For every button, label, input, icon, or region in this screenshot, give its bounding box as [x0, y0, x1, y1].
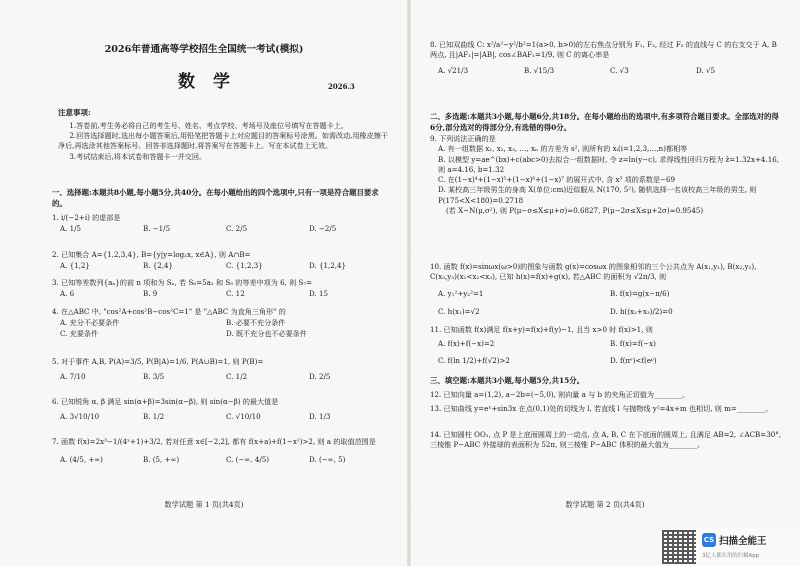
options-row — [60, 455, 392, 465]
options-row — [60, 224, 392, 234]
option-a: A. f(x)+f(−x)=2 — [438, 339, 495, 349]
option-d: D. h((x₂+x₃)/2)=0 — [610, 306, 673, 316]
question-stem: 5. 对于事件 A,B, P(A)=3/5, P(B|A)=1/6, P(A∪B)=1, 则 P(B)= — [52, 357, 264, 366]
scanner-watermark — [660, 528, 800, 566]
option-d: D. 某校高三年级男生的身高 X(单位:cm)近似服从 N(170, 5²), 随机选择一名该校高三年级的男生, 则 P(175<X<180)=0.2718 — [438, 185, 757, 205]
option-b: B. 必要不充分条件 — [226, 318, 286, 328]
option-c: C. √3 — [610, 65, 629, 75]
options-grid — [438, 289, 782, 318]
question-5 — [52, 357, 392, 383]
option-c: C. h(x₁)=√2 — [438, 306, 480, 316]
question-10 — [430, 262, 782, 317]
option-a: A. √21/3 — [438, 65, 469, 75]
question-8 — [430, 40, 782, 76]
question-stem: 8. 已知双曲线 C: x²/a²−y²/b²=1(a>0, b>0)的左右焦点分别为 F₁, F₂, 经过 F₂ 的直线与 C 的右支交于 A, B 两点, 且|AF₁|=|AB|, cos∠BAF₁=1/9, 则 C 的离心率是 — [430, 40, 777, 60]
question-stem: 7. 函数 f(x)=2x³−1/(4ˣ+1)+3/2, 若对任意 x∈[−2,2], 都有 f(x+a)+f(1−x²)>2, 则 a 的取值范围是 — [52, 437, 376, 446]
options-row — [438, 66, 782, 76]
option-d: D. −2/5 — [309, 224, 337, 234]
question-stem: 11. 已知函数 f(x)满足 f(x+y)=f(x)+f(y)−1, 且当 x>0 时 f(x)>1, 则 — [430, 325, 653, 334]
question-3 — [52, 278, 392, 300]
option-a: A. 充分不必要条件 — [60, 318, 120, 328]
subject-title: 数学 — [178, 72, 248, 92]
exam-date: 2026.3 — [328, 82, 355, 91]
option-c: C. 1/2 — [226, 372, 248, 382]
question-stem: 9. 下列说法正确的是 — [430, 134, 496, 143]
option-c: C. 充要条件 — [60, 328, 99, 338]
right-page — [410, 0, 800, 566]
question-14 — [430, 430, 782, 451]
options-grid — [60, 318, 392, 339]
question-12 — [430, 390, 782, 400]
notice-block — [58, 108, 390, 162]
exam-title: 2026年普通高等学校招生全国统一考试(模拟) — [104, 44, 304, 55]
section-header-choice: 一、选择题:本题共8小题,每小题5分,共40分。在每小题给出的四个选项中,只有一项是符合题目要求的。 — [52, 188, 379, 208]
question-stem: 4. 在△ABC 中, "cos²A+cos²B−cos²C=1" 是 "△ABC 为直角三角形" 的 — [52, 307, 286, 316]
option-a: A. y₁²+y₂²=1 — [438, 288, 484, 298]
option-c: C. f(ln 1/2)+f(√2)>2 — [438, 355, 510, 365]
options-row — [60, 372, 392, 382]
watermark-tagline: 3亿人都在用的扫描App — [702, 553, 760, 559]
question-stem: 3. 已知等差数列{aₙ}的前 n 项和为 Sₙ, 若 S₆=5a₂ 和 S₅ 的等差中项为 6, 则 S₇= — [52, 278, 313, 287]
question-2 — [52, 250, 392, 272]
question-6 — [52, 397, 392, 423]
option-c: C. (−∞, 4/5) — [226, 455, 269, 465]
option-d: D. f(πᵉ)<f(eᵖ) — [610, 355, 657, 365]
options-row — [60, 289, 392, 299]
option-d: D. (−∞, 5) — [309, 455, 346, 465]
question-stem: 12. 已知向量 a=(1,2), a−2b=(−5,0), 则向量 a 与 b 的夹角正切值为________。 — [430, 390, 690, 399]
question-7 — [52, 437, 392, 466]
option-note: (若 X~N(μ,σ²), 则 P(μ−σ≤X≤μ+σ)≈0.6827, P(μ−2σ≤X≤μ+2σ)≈0.9545) — [446, 205, 704, 215]
section-header-multi: 二、多选题:本题共3小题,每小题6分,共18分。在每小题给出的选项中,有多项符合题目要求。全部选对的得6分,部分选对的得部分分,有选错的得0分。 — [430, 112, 779, 132]
option-b: B. {2,4} — [143, 261, 174, 271]
option-c: C. 12 — [226, 289, 245, 299]
question-13 — [430, 404, 782, 414]
option-d: D. 1/3 — [309, 412, 331, 422]
question-stem: 14. 已知圆柱 OO₁, 点 P 是上底面圆周上的一动点, 点 A, B, C 在下底面的圆周上, 且满足 AB=2, ∠ACB=30°, 三棱锥 P−ABC 外接球的表面积为 52π, 则三棱锥 P−ABC 体积的最大值为________。 — [430, 430, 782, 450]
option-d: D. 2/5 — [309, 372, 331, 382]
option-b: B. 9 — [143, 289, 158, 299]
option-c: C. √10/10 — [226, 412, 261, 422]
option-a: A. 3√10/10 — [60, 412, 100, 422]
option-b: B. √15/3 — [524, 65, 555, 75]
question-stem: 2. 已知集合 A={1,2,3,4}, B={y|y=log₂x, x∈A}, 则 A∩B= — [52, 250, 251, 259]
option-d: D. 15 — [309, 289, 328, 299]
notice-item: 2.回答选择题时,选出每小题答案后,用铅笔把答题卡上对应题目的答案标号涂黑。如需改动,用橡皮擦干净后,再选涂其他答案标号。回答非选择题时,将答案写在答题卡上。写在本试卷上无效。 — [58, 131, 388, 151]
option-a: A. (4/5, +∞) — [60, 455, 103, 465]
notice-item: 3.考试结束后,将本试卷和答题卡一并交回。 — [69, 151, 207, 161]
option-a: A. {1,2} — [60, 261, 90, 271]
option-a: A. 6 — [60, 289, 75, 299]
question-9 — [430, 134, 782, 216]
notice-item: 1.答卷前,考生务必将自己的考生号、姓名、考点学校、考场号及座位号填写在答题卡上。 — [69, 120, 348, 130]
question-stem: 6. 已知锐角 α, β 满足 sin(α+β)=3sin(α−β), 则 sin(α−β) 的最大值是 — [52, 397, 279, 406]
options-row — [60, 261, 392, 271]
option-c: C. 在(1−x)⁴+(1−x)⁵+(1−x)⁶+(1−x)⁷ 的展开式中, 含 x³ 项的系数是−69 — [438, 175, 676, 185]
notice-title: 注意事项: — [58, 108, 91, 117]
option-c: C. {1,2,3} — [226, 261, 263, 271]
watermark-app-name: 扫描全能王 — [719, 536, 767, 547]
option-b: B. f(x)=f(−x) — [610, 339, 656, 349]
option-b: B. 以模型 y=ae^(bx)+c(abc>0)去拟合一组数据时, 令 z=ln(y−c), 求得线性回归方程为 ẑ=1.32x+4.16, 则 a=4.16, b=1.32 — [438, 154, 779, 174]
options-grid — [438, 339, 782, 366]
options-row — [60, 412, 392, 422]
option-a: A. 1/5 — [60, 224, 82, 234]
option-d: D. √5 — [696, 65, 715, 75]
qr-code-icon — [662, 530, 696, 564]
question-stem: 13. 已知曲线 y=eˣ+sin3x 在点(0,1)处的切线为 l, 若直线 l 与抛物线 y²=4x+m 也相切, 则 m=________。 — [430, 404, 773, 413]
option-b: B. 3/5 — [143, 372, 165, 382]
option-b: B. (5, +∞) — [143, 455, 180, 465]
option-b: B. −1/5 — [143, 224, 171, 234]
page-footer-1: 数学试题 第 1 页(共4页) — [164, 500, 244, 509]
option-d: D. 既不充分也不必要条件 — [226, 328, 307, 338]
option-a: A. 7/10 — [60, 372, 86, 382]
option-a: A. 有一组数据 x₁, x₂, x₃, …, xₙ 的方差为 s², 则所有的 xᵢ(i=1,2,3,…,n)都相等 — [438, 144, 688, 154]
option-c: C. 2/5 — [226, 224, 248, 234]
question-stem: 10. 函数 f(x)=sinωx(ω>0)的图象与函数 g(x)=cosωx 的图象相邻的三个公共点为 A(x₁,y₁), B(x₂,y₂), C(x₃,y₃)(x₁<x₂<x₃), 已知 h(x)=f(x)+g(x), 若△ABC 的面积为 √2π/3, 则 — [430, 262, 757, 282]
section-header-fill: 三、填空题:本题共3小题,每小题5分,共15分。 — [430, 376, 585, 385]
option-b: B. 1/2 — [143, 412, 165, 422]
page-footer-2: 数学试题 第 2 页(共4页) — [565, 500, 645, 509]
question-stem: 1. i/(−2+i) 的虚部是 — [52, 213, 121, 222]
camscanner-logo-icon: CS — [702, 533, 716, 547]
option-b: B. f(x)=g(x−π/6) — [610, 288, 670, 298]
question-1 — [52, 213, 392, 235]
question-11 — [430, 325, 782, 366]
option-d: D. {1,2,4} — [309, 261, 347, 271]
question-4 — [52, 307, 392, 339]
